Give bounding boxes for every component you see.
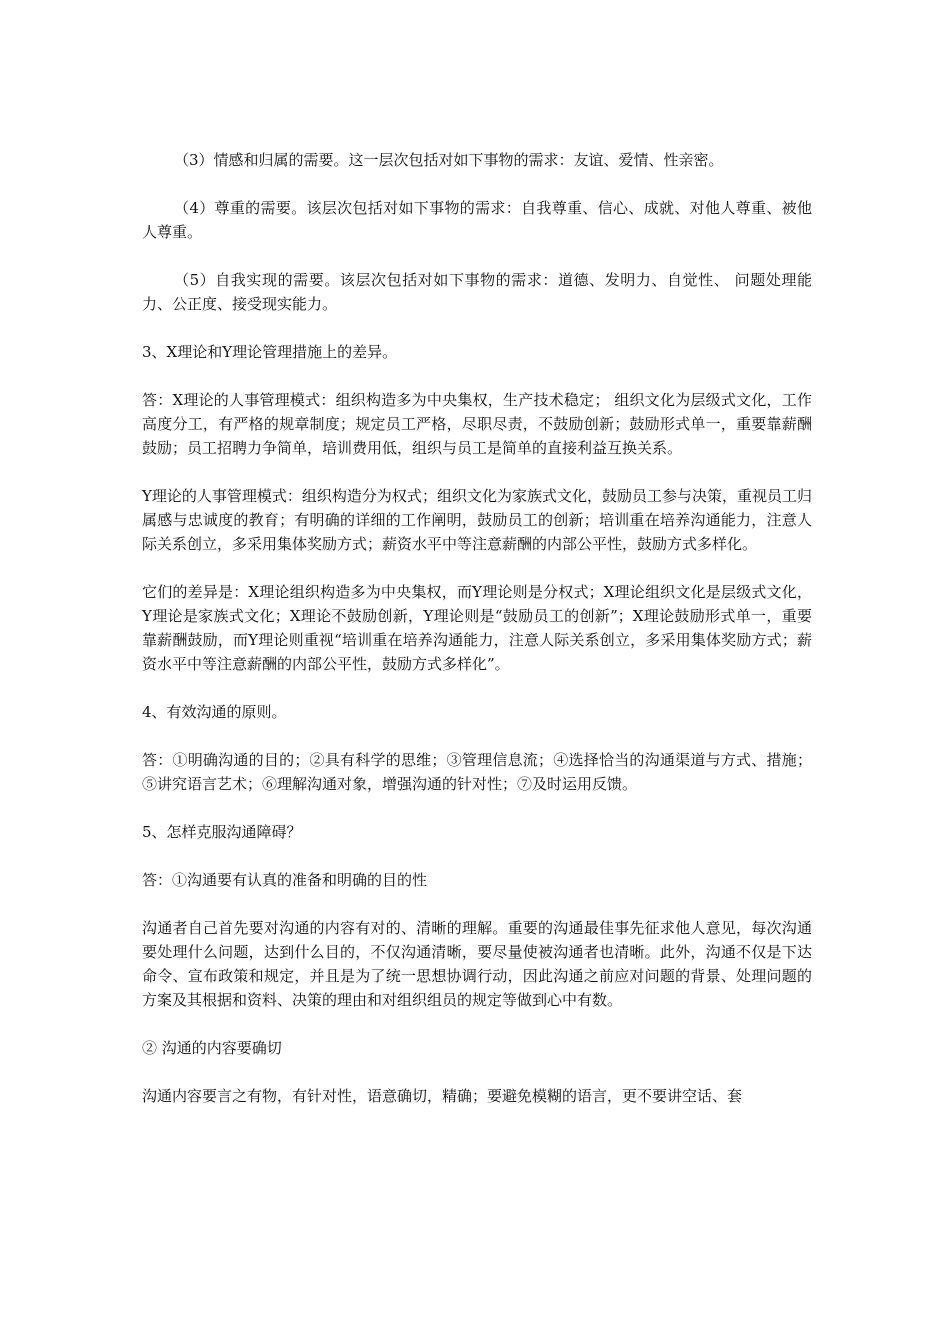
paragraph-need-belonging: （3）情感和归属的需要。这一层次包括对如下事物的需求：友谊、爱情、性亲密。 [174, 151, 724, 169]
question-heading-4: 4、有效沟通的原则。 [142, 703, 287, 721]
paragraph-need-self-actualization: （5）自我实现的需要。该层次包括对如下事物的需求：道德、发明力、自觉性、 问题处理能力、公正度、接受现实能力。 [142, 271, 812, 313]
question-heading-3: 3、X理论和Y理论管理措施上的差异。 [142, 343, 398, 361]
document-body [142, 148, 812, 1132]
paragraph-need-esteem: （4）尊重的需要。该层次包括对如下事物的需求：自我尊重、信心、成就、对他人尊重、被他人尊重。 [142, 199, 812, 241]
answer-x-theory: 答：X理论的人事管理模式：组织构造多为中央集权，生产技术稳定； 组织文化为层级式文化，工作高度分工，有严格的规章制度；规定员工严格，尽职尽责，不鼓励创新；鼓励形式单一，重要靠薪酬鼓励；员工招聘力争简单，培训费用低，组织与员工是简单的直接利益互换关系。 [142, 391, 812, 457]
paragraph-content-accuracy: 沟通内容要言之有物，有针对性，语意确切，精确；要避免模糊的语言，更不要讲空话、套 [142, 1087, 743, 1105]
answer-communication-principles: 答：①明确沟通的目的；②具有科学的思维；③管理信息流；④选择恰当的沟通渠道与方式、措施；⑤讲究语言艺术；⑥理解沟通对象，增强沟通的针对性；⑦及时运用反馈。 [142, 751, 812, 793]
question-heading-5: 5、怎样克服沟通障碍？ [142, 823, 302, 841]
answer-point-2: ② 沟通的内容要确切 [142, 1039, 282, 1057]
answer-point-1: 答：①沟通要有认真的准备和明确的目的性 [142, 871, 428, 889]
paragraph-y-theory: Y理论的人事管理模式：组织构造分为权式；组织文化为家族式文化，鼓励员工参与决策，重视员工归属感与忠诚度的教育；有明确的详细的工作阐明，鼓励员工的创新；培训重在培养沟通能力，注意人际关系创立，多采用集体奖励方式；薪资水平中等注意薪酬的内部公平性，鼓励方式多样化。 [142, 487, 812, 553]
paragraph-preparation: 沟通者自己首先要对沟通的内容有对的、清晰的理解。重要的沟通最佳事先征求他人意见，每次沟通要处理什么问题，达到什么目的，不仅沟通清晰，要尽量使被沟通者也清晰。此外，沟通不仅是下达命令、宣布政策和规定，并且是为了统一思想协调行动，因此沟通之前应对问题的背景、处理问题的方案及其根据和资料、决策的理由和对组织组员的规定等做到心中有数。 [142, 919, 812, 1009]
paragraph-differences: 它们的差异是：X理论组织构造多为中央集权，而Y理论则是分权式；X理论组织文化是层级式文化，Y理论是家族式文化；X理论不鼓励创新，Y理论则是“鼓励员工的创新”；X理论鼓励形式单一，重要靠薪酬鼓励，而Y理论则重视“培训重在培养沟通能力，注意人际关系创立，多采用集体奖励方式；薪资水平中等注意薪酬的内部公平性，鼓励方式多样化”。 [142, 583, 812, 673]
